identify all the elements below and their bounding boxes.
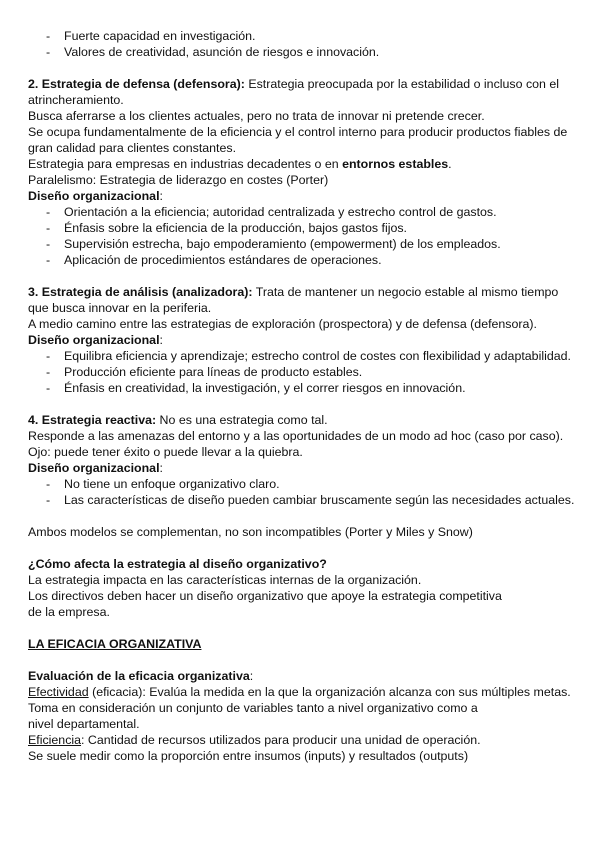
- list-item: - Aplicación de procedimientos estándares de operaciones.: [28, 252, 580, 268]
- list-item: - Supervisión estrecha, bajo empoderamiento (empowerment) de los empleados.: [28, 236, 580, 252]
- analisis-title-paragraph: [28, 284, 574, 316]
- afecta-question-text: ¿Cómo afecta la estrategia al diseño organizativo?: [28, 557, 327, 571]
- eficacia-eval-heading: [28, 668, 580, 684]
- afecta-paragraph-2: Los directivos deben hacer un diseño organizativo que apoye la estrategia competitiva de la empresa.: [28, 589, 502, 619]
- list-item: - Orientación a la eficiencia; autoridad centralizada y estrecho control de gastos.: [28, 204, 580, 220]
- analisis-diseno-heading: [28, 332, 580, 348]
- afecta-question: [28, 556, 580, 572]
- defensa-bullet-list: [28, 204, 580, 268]
- efectividad-paragraph-2: Toma en consideración un conjunto de variables tanto a nivel organizativo como a nivel departamental.: [28, 701, 478, 731]
- defensa-title: 2. Estrategia de defensa (defensora):: [28, 77, 245, 91]
- eficiencia-definition: : Cantidad de recursos utilizados para producir una unidad de operación.: [81, 733, 481, 747]
- list-item: - Producción eficiente para líneas de producto estables.: [28, 364, 580, 380]
- defensa-p3-end: .: [448, 157, 452, 171]
- eficiencia-term: Eficiencia: [28, 733, 82, 747]
- eficacia-heading: [28, 636, 580, 652]
- list-item: - Énfasis en creatividad, la investigación, y el correr riesgos en innovación.: [28, 380, 580, 396]
- reactiva-title-paragraph: [28, 412, 580, 428]
- reactiva-diseno-colon: :: [159, 461, 163, 475]
- list-item: - Valores de creatividad, asunción de riesgos e innovación.: [28, 44, 580, 60]
- defensa-paragraph-4: Paralelismo: Estrategia de liderazgo en costes (Porter): [28, 173, 329, 187]
- eficacia-heading-text: LA EFICACIA ORGANIZATIVA: [28, 637, 202, 651]
- analisis-diseno-colon: :: [159, 333, 163, 347]
- reactiva-paragraph-1: Responde a las amenazas del entorno y a las oportunidades de un modo ad hoc (caso por caso).: [28, 429, 564, 443]
- eficiencia-paragraph: [28, 732, 580, 748]
- ambos-paragraph: Ambos modelos se complementan, no son incompatibles (Porter y Miles y Snow): [28, 525, 473, 539]
- reactiva-diseno-heading: [28, 460, 580, 476]
- defensa-diseno-label: Diseño organizacional: [28, 189, 160, 203]
- defensa-diseno-heading: [28, 188, 580, 204]
- list-item: - Énfasis sobre la eficiencia de la producción, bajos gastos fijos.: [28, 220, 580, 236]
- reactiva-bullet-list: [28, 476, 580, 508]
- analisis-diseno-label: Diseño organizacional: [28, 333, 160, 347]
- defensa-p3-text: Estrategia para empresas en industrias decadentes o en: [28, 157, 343, 171]
- defensa-diseno-colon: :: [159, 189, 163, 203]
- reactiva-title: 4. Estrategia reactiva:: [28, 413, 157, 427]
- analisis-title-rest: Trata de mantener un negocio estable al mismo tiempo que busca innovar en la periferia.: [28, 285, 559, 315]
- reactiva-diseno-label: Diseño organizacional: [28, 461, 160, 475]
- eficacia-eval-colon: :: [249, 669, 254, 683]
- list-item: - Fuerte capacidad en investigación.: [28, 28, 580, 44]
- list-item: - Las características de diseño pueden cambiar bruscamente según las necesidades actuales.: [28, 492, 580, 508]
- eficacia-eval-label: Evaluación de la eficacia organizativa: [28, 669, 250, 683]
- defensa-title-rest: Estrategia preocupada por la estabilidad o incluso con el atrincheramiento.: [28, 77, 560, 107]
- list-item: - Equilibra eficiencia y aprendizaje; estrecho control de costes con flexibilidad y adaptabilidad.: [28, 348, 580, 364]
- defensa-paragraph-1: Busca aferrarse a los clientes actuales, pero no trata de innovar ni pretende crecer.: [28, 109, 485, 123]
- efectividad-term: Efectividad: [28, 685, 89, 699]
- defensa-paragraph-2: Se ocupa fundamentalmente de la eficiencia y el control interno para producir productos fiables de gran calidad para clientes constantes.: [28, 125, 568, 155]
- afecta-paragraph-1: La estrategia impacta en las características internas de la organización.: [28, 573, 422, 587]
- analisis-paragraph-1: A medio camino entre las estrategias de exploración (prospectora) y de defensa (defensora).: [28, 317, 537, 331]
- eficiencia-paragraph-2: Se suele medir como la proporción entre insumos (inputs) y resultados (outputs): [28, 749, 469, 763]
- defensa-paragraph-3: [28, 156, 580, 172]
- list-item: - No tiene un enfoque organizativo claro.: [28, 476, 580, 492]
- reactiva-title-rest: No es una estrategia como tal.: [156, 413, 328, 427]
- reactiva-paragraph-2: Ojo: puede tener éxito o puede llevar a la quiebra.: [28, 445, 303, 459]
- analisis-title: 3. Estrategia de análisis (analizadora):: [28, 285, 253, 299]
- efectividad-paragraph: [28, 684, 580, 700]
- defensa-p3-bold: entornos estables: [342, 157, 449, 171]
- document-page: [28, 28, 580, 764]
- intro-bullet-list: [28, 28, 580, 60]
- analisis-bullet-list: [28, 348, 580, 396]
- defensa-title-paragraph: [28, 76, 560, 108]
- efectividad-definition: (eficacia): Evalúa la medida en la que la organización alcanza con sus múltiples metas.: [88, 685, 571, 699]
